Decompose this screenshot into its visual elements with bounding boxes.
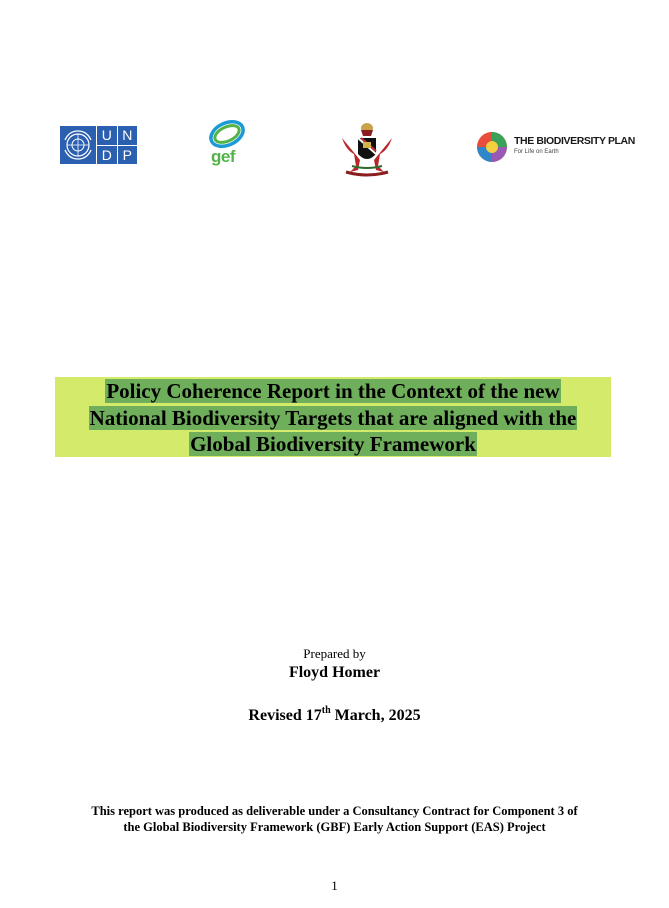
title-line: Policy Coherence Report in the Context of the new <box>106 379 560 403</box>
deliverable-note-line: the Global Biodiversity Framework (GBF) Early Action Support (EAS) Project <box>123 820 546 834</box>
biodiversity-plan-subtitle: For Life on Earth <box>514 149 559 155</box>
title-line: Global Biodiversity Framework <box>190 432 476 456</box>
revision-prefix: Revised 17 <box>248 707 322 724</box>
report-title <box>55 377 611 457</box>
biodiversity-plan-logo <box>475 127 635 167</box>
revision-date <box>0 707 669 725</box>
biodiversity-globe-icon <box>475 130 511 164</box>
gef-text: gef <box>211 147 235 166</box>
deliverable-note <box>0 803 669 835</box>
prepared-by-label: Prepared by <box>303 646 366 661</box>
revision-ordinal: th <box>321 705 331 716</box>
un-emblem-icon <box>60 126 96 164</box>
deliverable-note-line: This report was produced as deliverable under a Consultancy Contract for Component 3 of <box>91 804 578 818</box>
revision-suffix: March, 2025 <box>330 707 421 724</box>
title-line: National Biodiversity Targets that are aligned with the <box>89 405 577 430</box>
undp-letter: U <box>97 126 117 145</box>
undp-letter: P <box>118 146 138 165</box>
gef-logo <box>206 119 248 171</box>
undp-logo <box>60 126 137 164</box>
page-number: 1 <box>331 878 338 893</box>
undp-letter: D <box>97 146 117 165</box>
undp-letter: N <box>118 126 138 145</box>
coat-of-arms-icon <box>336 120 398 178</box>
author-name: Floyd Homer <box>288 664 381 681</box>
biodiversity-plan-title: THE BIODIVERSITY PLAN <box>514 135 635 147</box>
